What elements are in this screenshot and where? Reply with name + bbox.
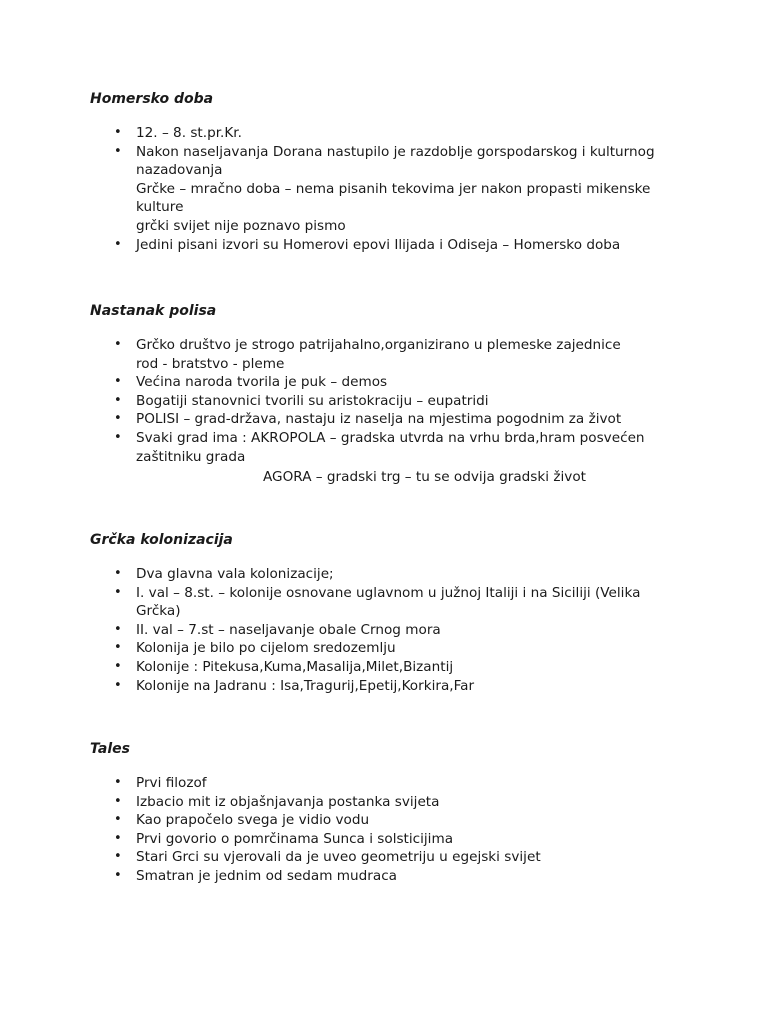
list-item-text: Kolonije na Jadranu : Isa,Tragurij,Epetij,Korkira,Far [136, 677, 475, 694]
list-item-text: Kao prapočelo svega je vidio vodu [136, 812, 370, 829]
list-item-text: zaštitniku grada [136, 448, 246, 465]
bullet-list [0, 124, 676, 254]
bullet-icon: • [114, 830, 122, 846]
bullet-list [0, 565, 676, 695]
list-item-text: Prvi govorio o pomrčinama Sunca i solsticijima [136, 830, 454, 847]
section-heading: Homersko doba [90, 91, 214, 107]
bullet-icon: • [114, 812, 122, 828]
bullet-icon: • [114, 374, 122, 390]
list-item-text: Grčko društvo je strogo patrijahalno,organizirano u plemeske zajednice [136, 337, 621, 353]
list-item [0, 830, 676, 849]
list-item [0, 373, 676, 392]
list-item [0, 774, 676, 793]
list-item-text: Izbacio mit iz objašnjavanja postanka svijeta [136, 793, 440, 810]
list-item-text: Većina naroda tvorila je puk – demos [136, 374, 388, 391]
bullet-icon: • [114, 143, 122, 159]
bullet-icon: • [114, 640, 122, 656]
list-item-text: rod - bratstvo - pleme [136, 355, 285, 372]
bullet-icon: • [114, 584, 122, 600]
list-item [0, 143, 676, 236]
list-item-text: Prvi filozof [136, 775, 207, 791]
list-item-text: II. val – 7.st – naseljavanje obale Crnog mora [136, 621, 441, 638]
list-item-text: nazadovanja [136, 162, 223, 179]
bullet-icon: • [114, 392, 122, 408]
bullet-icon: • [114, 677, 122, 693]
list-item-text: grčki svijet nije poznavo pismo [136, 217, 346, 234]
list-item [0, 677, 676, 696]
bullet-list [0, 774, 676, 886]
list-item-text: I. val – 8.st. – kolonije osnovane uglavnom u južnoj Italiji i na Siciliji (Velika [136, 584, 641, 601]
list-item-text: Bogatiji stanovnici tvorili su aristokraciju – eupatridi [136, 392, 489, 409]
list-item-text: Grčka) [136, 603, 181, 620]
list-item-text: Grčke – mračno doba – nema pisanih tekovima jer nakon propasti mikenske [136, 180, 651, 197]
list-item [0, 392, 676, 411]
list-item [0, 658, 676, 677]
list-item [0, 124, 676, 143]
list-item [0, 336, 676, 373]
bullet-icon: • [114, 867, 122, 883]
list-item [0, 639, 676, 658]
list-item-text: Nakon naseljavanja Dorana nastupilo je razdoblje gorspodarskog i kulturnog [136, 143, 655, 160]
list-item [0, 236, 676, 255]
section-heading: Grčka kolonizacija [90, 532, 233, 548]
list-item [0, 848, 676, 867]
list-item-text: Kolonije : Pitekusa,Kuma,Masalija,Milet,Bizantij [136, 658, 454, 675]
bullet-icon: • [114, 849, 122, 865]
bullet-icon: • [114, 125, 122, 140]
list-item [0, 429, 676, 466]
list-item-text: Kolonija je bilo po cijelom sredozemlju [136, 640, 396, 657]
list-item [0, 811, 676, 830]
list-item-text: Svaki grad ima : AKROPOLA – gradska utvrda na vrhu brda,hram posvećen [136, 429, 645, 446]
list-item [0, 565, 676, 584]
list-item [0, 410, 676, 429]
list-item-text: kulture [136, 199, 184, 216]
list-item-text: Stari Grci su vjerovali da je uveo geometriju u egejski svijet [136, 849, 541, 866]
section-heading: Nastanak polisa [90, 303, 217, 319]
indented-note: AGORA – gradski trg – tu se odvija gradski život [263, 469, 586, 485]
list-item [0, 867, 676, 886]
list-item [0, 793, 676, 812]
bullet-icon: • [114, 566, 122, 581]
bullet-icon: • [114, 658, 122, 674]
bullet-icon: • [114, 411, 122, 427]
list-item-text: Jedini pisani izvori su Homerovi epovi Ilijada i Odiseja – Homersko doba [136, 236, 621, 253]
list-item-text: POLISI – grad-država, nastaju iz naselja na mjestima pogodnim za život [136, 411, 622, 428]
bullet-list [0, 336, 676, 466]
list-item [0, 621, 676, 640]
bullet-icon: • [114, 793, 122, 809]
list-item-text: Smatran je jednim od sedam mudraca [136, 867, 398, 884]
list-item-text: Dva glavna vala kolonizacije; [136, 566, 334, 582]
section-heading: Tales [90, 741, 130, 757]
bullet-icon: • [114, 621, 122, 637]
bullet-icon: • [114, 429, 122, 445]
bullet-icon: • [114, 337, 122, 352]
list-item-text: 12. – 8. st.pr.Kr. [136, 125, 242, 141]
bullet-icon: • [114, 236, 122, 252]
list-item [0, 584, 676, 621]
bullet-icon: • [114, 775, 122, 790]
